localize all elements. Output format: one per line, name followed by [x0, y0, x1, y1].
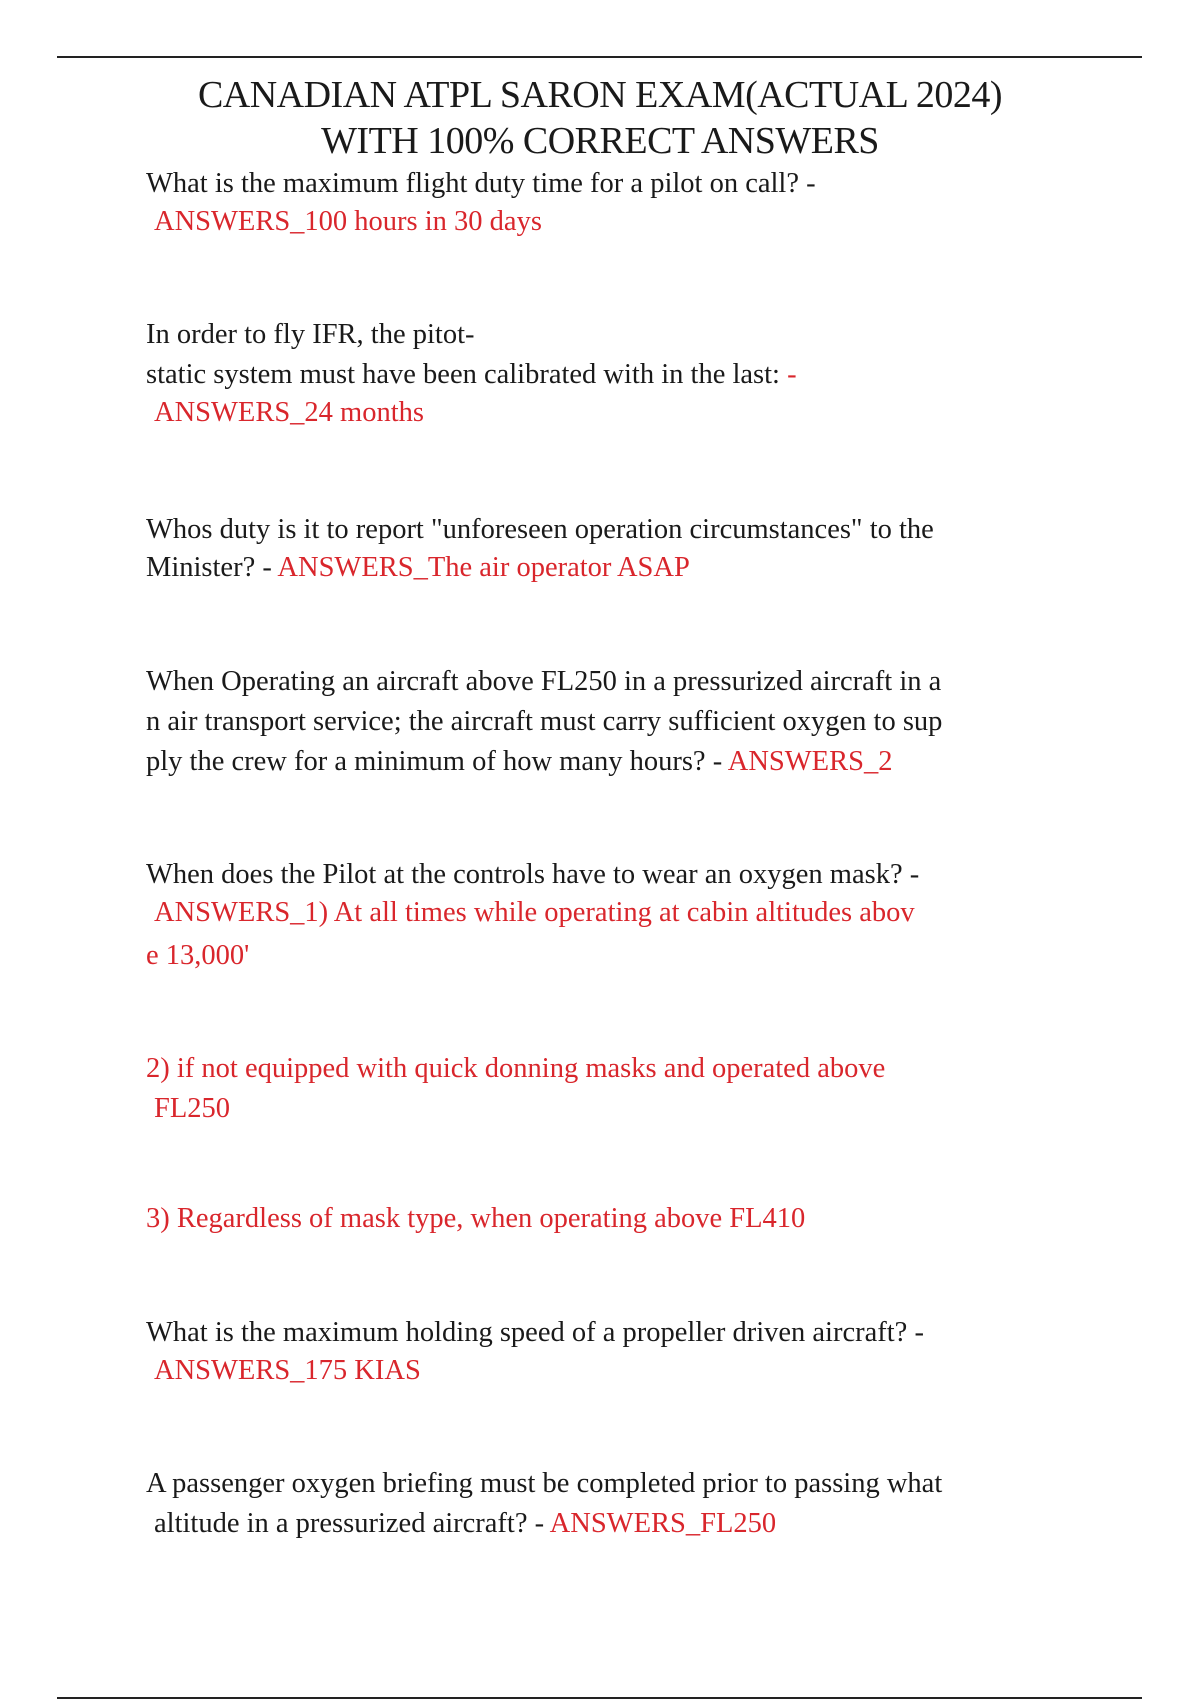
title-line-2: WITH 100% CORRECT ANSWERS [321, 120, 879, 162]
question-4-line-1: When Operating an aircraft above FL250 in a pressurized aircraft in a [146, 666, 942, 697]
question-2-dash: - [787, 359, 797, 390]
answer-3: ANSWERS_The air operator ASAP [277, 552, 690, 583]
answer-4: ANSWERS_2 [727, 746, 893, 777]
answer-5-line-1: ANSWERS_1) At all times while operating at cabin altitudes abov [154, 897, 915, 928]
answer-5-line-5: 3) Regardless of mask type, when operating above FL410 [146, 1203, 806, 1234]
question-3-text: Minister? - [146, 552, 272, 583]
answer-1: ANSWERS_100 hours in 30 days [154, 206, 542, 237]
question-2-line-1: In order to fly IFR, the pitot- [146, 319, 475, 350]
question-4-line-3 [146, 743, 892, 781]
question-7-line-1: A passenger oxygen briefing must be completed prior to passing what [146, 1468, 943, 1499]
question-3-line-1: Whos duty is it to report "unforeseen operation circumstances" to the [146, 514, 934, 545]
answer-5-line-2: e 13,000' [146, 940, 250, 971]
answer-6: ANSWERS_175 KIAS [154, 1355, 421, 1386]
answer-5-line-3: 2) if not equipped with quick donning masks and operated above [146, 1053, 886, 1084]
answer-7: ANSWERS_FL250 [549, 1508, 777, 1539]
document-title [100, 72, 1100, 164]
question-4-line-2: n air transport service; the aircraft must carry sufficient oxygen to sup [146, 706, 943, 737]
question-2-line-2 [146, 356, 797, 394]
top-rule [57, 56, 1142, 58]
answer-5-line-4: FL250 [154, 1093, 231, 1124]
question-4-text: ply the crew for a minimum of how many hours? - [146, 746, 723, 777]
question-7-line-2 [146, 1505, 776, 1543]
bottom-rule [57, 1697, 1142, 1699]
question-3-line-2 [146, 549, 690, 587]
question-5-line-1: When does the Pilot at the controls have to wear an oxygen mask? - [146, 859, 920, 890]
answer-2: ANSWERS_24 months [154, 397, 424, 428]
question-6-line-1: What is the maximum holding speed of a propeller driven aircraft? - [146, 1317, 924, 1348]
question-7-text: altitude in a pressurized aircraft? - [154, 1508, 545, 1539]
question-1-line-1: What is the maximum flight duty time for a pilot on call? - [146, 168, 816, 199]
title-line-1: CANADIAN ATPL SARON EXAM(ACTUAL 2024) [197, 74, 1003, 116]
question-2-text: static system must have been calibrated with in the last: [146, 359, 780, 390]
